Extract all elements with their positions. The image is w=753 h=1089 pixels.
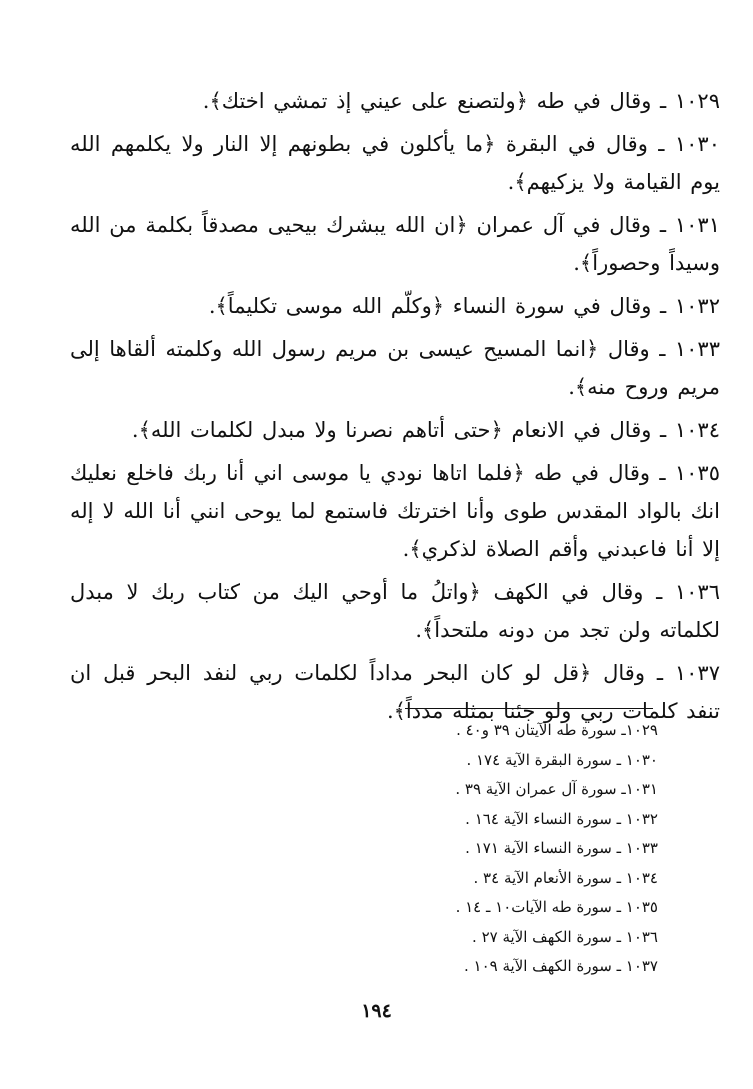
entry-1031: ١٠٣١ ـ وقال في آل عمران ﴿ان الله يبشرك بيحيى مصدقاً بكلمة من الله وسيداً وحصوراً﴾. (70, 213, 720, 275)
footnote-1032: ١٠٣٢ ـ سورة النساء الآية ١٦٤ . (465, 809, 658, 828)
footnote-1036: ١٠٣٦ ـ سورة الكهف الآية ٢٧ . (472, 927, 658, 946)
footnote-1034: ١٠٣٤ ـ سورة الأنعام الآية ٣٤ . (473, 868, 658, 887)
entry-1033: ١٠٣٣ ـ وقال ﴿انما المسيح عيسى بن مريم رسول الله وكلمته ألقاها إلى مريم وروح منه﴾. (70, 337, 720, 399)
entry-1030: ١٠٣٠ ـ وقال في البقرة ﴿ما يأكلون في بطونهم إلا النار ولا يكلمهم الله يوم القيامة ولا يزكيهم﴾. (70, 132, 720, 194)
entry-1036: ١٠٣٦ ـ وقال في الكهف ﴿واتلُ ما أوحي اليك من كتاب ربك لا مبدل لكلماته ولن تجد من دونه ملتحداً﴾. (70, 580, 720, 642)
footnote-1035: ١٠٣٥ ـ سورة طه الآيات١٠ ـ ١٤ . (455, 898, 658, 916)
page-number: ١٩٤ (361, 1000, 392, 1022)
footnote-1033: ١٠٣٣ ـ سورة النساء الآية ١٧١ . (465, 839, 658, 857)
footnote-1029: ١٠٢٩ـ سورة طه الآيتان ٣٩ و٤٠ . (456, 721, 658, 739)
entry-1032: ١٠٣٢ ـ وقال في سورة النساء ﴿وكلّم الله موسى تكليماً﴾. (208, 294, 720, 318)
footnote-divider (405, 708, 653, 709)
footnotes (360, 716, 658, 982)
entry-1037: ١٠٣٧ ـ وقال ﴿قل لو كان البحر مداداً لكلمات ربي لنفد البحر قبل ان تنفد كلمات ربي ولو جئنا بمثله مدداً﴾. (70, 661, 720, 723)
entry-1029: ١٠٢٩ ـ وقال في طه ﴿ولتصنع على عيني إذ تمشي اختك﴾. (202, 89, 720, 113)
footnote-1030: ١٠٣٠ ـ سورة البقرة الآية ١٧٤ . (466, 750, 658, 769)
footnote-1037: ١٠٣٧ ـ سورة الكهف الآية ١٠٩ . (463, 957, 658, 975)
main-text (70, 82, 720, 735)
footnote-1031: ١٠٣١ـ سورة آل عمران الآية ٣٩ . (455, 780, 658, 798)
entry-1035: ١٠٣٥ ـ وقال في طه ﴿فلما اتاها نودي يا موسى اني أنا ربك فاخلع نعليك انك بالواد المقدس طوى وأنا اخترتك فاستمع لما يوحى انني أنا الله لا إله إلا أنا فاعبدني وأقم الصلاة لذكري﴾. (70, 461, 720, 561)
entry-1034: ١٠٣٤ ـ وقال في الانعام ﴿حتى أتاهم نصرنا ولا مبدل لكلمات الله﴾. (131, 418, 720, 442)
